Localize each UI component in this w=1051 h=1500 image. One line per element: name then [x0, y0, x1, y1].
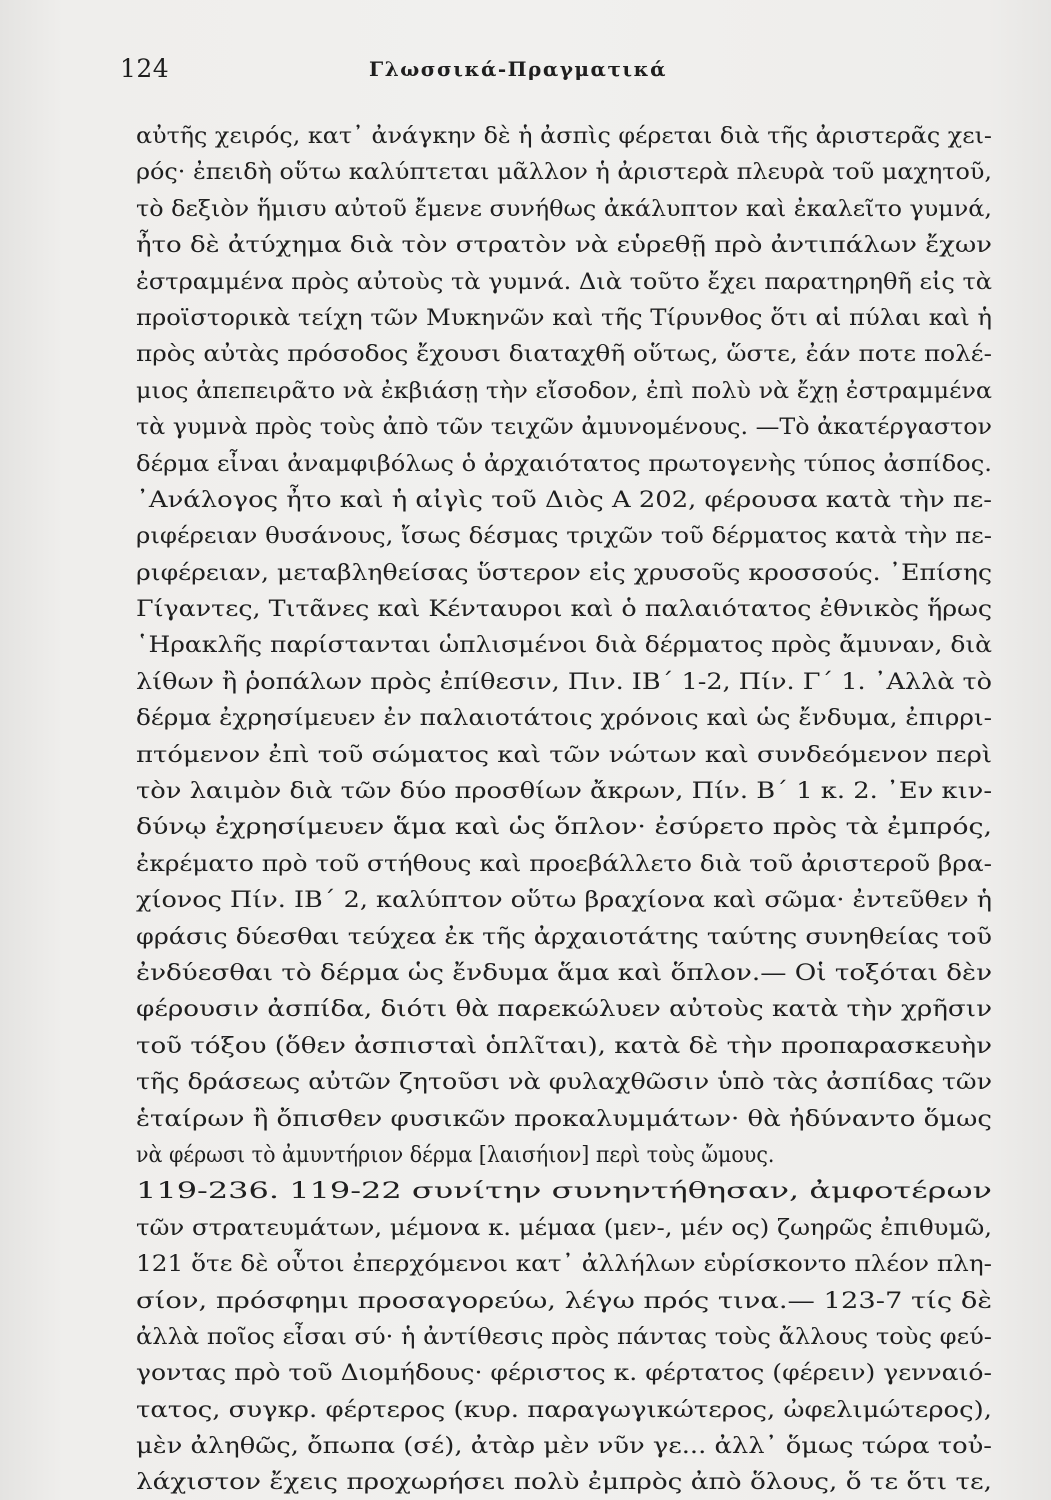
- text-line: τὸ δεξιὸν ἥμισυ αὐτοῦ ἔμενε συνήθως ἀκάλυπτον καὶ ἐκαλεῖτο γυμνά,: [136, 195, 992, 222]
- text-line: νὰ φέρωσι τὸ ἀμυντήριον δέρμα [λαισήιον] περὶ τοὺς ὤμους.: [136, 1141, 775, 1168]
- body-text: [136, 118, 992, 1500]
- text-line: ῾Ηρακλῆς παρίστανται ὡπλισμένοι διὰ δέρματος πρὸς ἄμυναν, διὰ: [136, 632, 992, 659]
- text-line: λάχιστον ἔχεις προχωρήσει πολὺ ἐμπρὸς ἀπὸ ὅλους, ὅ τε ὅτι τε,: [136, 1469, 992, 1496]
- text-line: ἐκρέματο πρὸ τοῦ στήθους καὶ προεβάλλετο διὰ τοῦ ἀριστεροῦ βρα-: [136, 850, 992, 877]
- text-line: ἐνδύεσθαι τὸ δέρμα ὡς ἔνδυμα ἅμα καὶ ὅπλον.— Οἱ τοξόται δὲν: [136, 959, 992, 986]
- text-line: Γίγαντες, Τιτᾶνες καὶ Κένταυροι καὶ ὁ παλαιότατος ἐθνικὸς ἥρως: [136, 596, 992, 623]
- text-line: ἦτο δὲ ἀτύχημα διὰ τὸν στρατὸν νὰ εὑρεθῇ πρὸ ἀντιπάλων ἔχων: [136, 232, 992, 259]
- text-line: χίονος Πίν. ΙΒ´ 2, καλύπτον οὕτω βραχίονα καὶ σῶμα· ἐντεῦθεν ἡ: [136, 887, 992, 914]
- text-line: τῆς δράσεως αὐτῶν ζητοῦσι νὰ φυλαχθῶσιν ὑπὸ τὰς ἀσπίδας τῶν: [136, 1069, 992, 1096]
- text-line: τὰ γυμνὰ πρὸς τοὺς ἀπὸ τῶν τειχῶν ἀμυνομένους. —Τὸ ἀκατέργαστον: [136, 414, 992, 441]
- page-header: [108, 54, 928, 88]
- text-line: μὲν ἀληθῶς, ὄπωπα (σέ), ἀτὰρ μὲν νῦν γε... ἀλλ᾽ ὅμως τώρα τοὐ-: [136, 1433, 992, 1460]
- text-line: δύνῳ ἐχρησίμευεν ἅμα καὶ ὡς ὅπλον· ἐσύρετο πρὸς τὰ ἐμπρός,: [136, 814, 992, 841]
- text-line: ἐστραμμένα πρὸς αὐτοὺς τὰ γυμνά. Διὰ τοῦτο ἔχει παρατηρηθῆ εἰς τὰ: [136, 268, 992, 295]
- text-line: ἀλλὰ ποῖος εἶσαι σύ· ἡ ἀντίθεσις πρὸς πάντας τοὺς ἄλλους τοὺς φεύ-: [136, 1323, 992, 1350]
- text-line: 119-236. 119-22 συνίτην συνηντήθησαν, ἀμφοτέρων: [136, 1178, 992, 1205]
- text-line: αὐτῆς χειρός, κατ᾽ ἀνάγκην δὲ ἡ ἀσπὶς φέρεται διὰ τῆς ἀριστερᾶς χει-: [136, 123, 992, 149]
- text-line: γοντας πρὸ τοῦ Διομήδους· φέριστος κ. φέρτατος (φέρειν) γενναιό-: [136, 1360, 992, 1387]
- text-line: 121 ὅτε δὲ οὗτοι ἐπερχόμενοι κατ᾽ ἀλλήλων εὑρίσκοντο πλέον πλη-: [136, 1251, 992, 1278]
- text-line: δέρμα εἶναι ἀναμφιβόλως ὁ ἀρχαιότατος πρωτογενὴς τύπος ἀσπίδος.: [136, 450, 992, 477]
- text-line: ριφέρειαν θυσάνους, ἴσως δέσμας τριχῶν τοῦ δέρματος κατὰ τὴν πε-: [136, 523, 992, 550]
- text-line: φέρουσιν ἀσπίδα, διότι θὰ παρεκώλυεν αὐτοὺς κατὰ τὴν χρῆσιν: [136, 996, 992, 1023]
- text-line: σίον, πρόσφημι προσαγορεύω, λέγω πρός τινα.— 123-7 τίς δὲ: [136, 1287, 992, 1314]
- text-line: ριφέρειαν, μεταβληθείσας ὕστερον εἰς χρυσοῦς κροσσούς. ᾿Επίσης: [136, 559, 992, 586]
- text-line: μιος ἀπεπειρᾶτο νὰ ἐκβιάσῃ τὴν εἴσοδον, ἐπὶ πολὺ νὰ ἔχῃ ἐστραμμένα: [136, 377, 992, 404]
- text-line: πτόμενον ἐπὶ τοῦ σώματος καὶ τῶν νώτων καὶ συνδεόμενον περὶ: [136, 741, 992, 768]
- text-line: τῶν στρατευμάτων, μέμονα κ. μέμαα (μεν-, μέν ος) ζωηρῶς ἐπιθυμῶ,: [136, 1214, 992, 1241]
- text-line: φράσις δύεσθαι τεύχεα ἐκ τῆς ἀρχαιοτάτης ταύτης συνηθείας τοῦ: [136, 923, 992, 950]
- text-line: τοῦ τόξου (ὅθεν ἀσπισταὶ ὁπλῖται), κατὰ δὲ τὴν προπαρασκευὴν: [136, 1032, 992, 1059]
- text-line: προϊστορικὰ τείχη τῶν Μυκηνῶν καὶ τῆς Τίρυνθος ὅτι αἱ πύλαι καὶ ἡ: [136, 304, 992, 331]
- running-head: Γλωσσικά-Πραγματικά: [369, 57, 667, 81]
- text-line: τὸν λαιμὸν διὰ τῶν δύο προσθίων ἄκρων, Πίν. Β´ 1 κ. 2. ᾿Εν κιν-: [136, 778, 992, 805]
- text-line: ᾿Ανάλογος ἦτο καὶ ἡ αἰγὶς τοῦ Διὸς Α 202, φέρουσα κατὰ τὴν πε-: [136, 486, 992, 513]
- text-line: δέρμα ἐχρησίμευεν ἐν παλαιοτάτοις χρόνοις καὶ ὡς ἔνδυμα, ἐπιρρι-: [136, 705, 992, 732]
- text-line: ρός· ἐπειδὴ οὕτω καλύπτεται μᾶλλον ἡ ἀριστερὰ πλευρὰ τοῦ μαχητοῦ,: [136, 159, 992, 186]
- page-number: 124: [120, 54, 170, 83]
- text-line: τατος, συγκρ. φέρτερος (κυρ. παραγωγικώτερος, ὠφελιμώτερος),: [136, 1396, 992, 1423]
- text-line: πρὸς αὐτὰς πρόσοδος ἔχουσι διαταχθῆ οὕτως, ὥστε, ἐάν ποτε πολέ-: [136, 341, 992, 368]
- text-line: λίθων ἢ ῥοπάλων πρὸς ἐπίθεσιν, Πιν. ΙΒ´ 1-2, Πίν. Γ´ 1. ᾿Αλλὰ τὸ: [136, 668, 992, 695]
- text-line: ἑταίρων ἢ ὄπισθεν φυσικῶν προκαλυμμάτων· θὰ ἠδύναντο ὅμως: [136, 1105, 992, 1132]
